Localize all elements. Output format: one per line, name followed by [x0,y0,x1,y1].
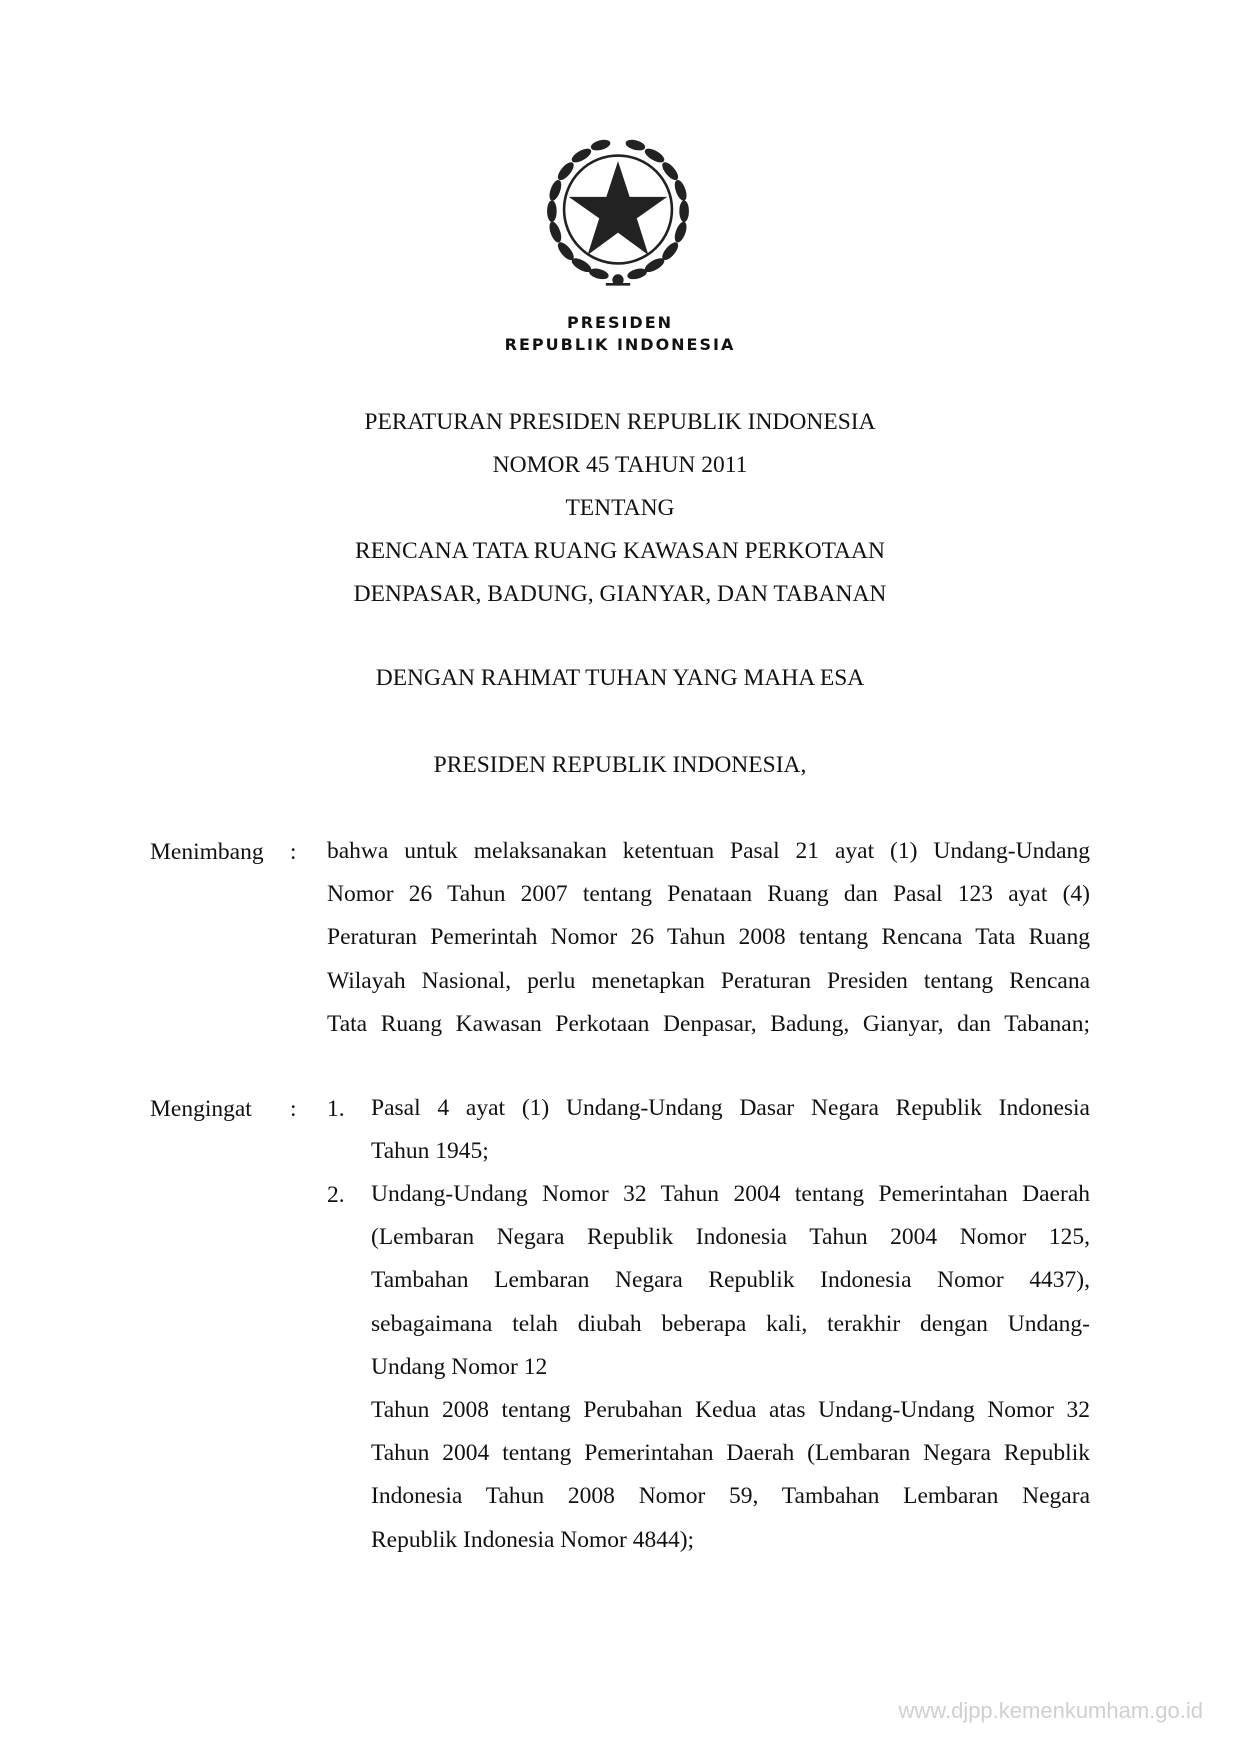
title-line5: DENPASAR, BADUNG, GIANYAR, DAN TABANAN [353,581,887,607]
menimbang-line: Peraturan Pemerintah Nomor 26 Tahun 2008 tentang Rencana Tata Ruang [327,924,1090,951]
mengingat-item-line: Tahun 1945; [371,1138,489,1165]
mengingat-item-line: Republik Indonesia Nomor 4844); [371,1526,695,1553]
mengingat-label: Mengingat [150,1096,252,1122]
mengingat-item-2 [371,1173,1090,1562]
mengingat-item-number: 1. [327,1096,345,1122]
president-heading: PRESIDEN REPUBLIK INDONESIA, [433,752,807,778]
menimbang-text [327,830,1090,1046]
mengingat-colon: : [290,1096,297,1122]
mengingat-item-line: (Lembaran Negara Republik Indonesia Tahun 2004 Nomor 125, [371,1224,1090,1251]
title-line2: NOMOR 45 TAHUN 2011 [492,452,748,478]
menimbang-line: bahwa untuk melaksanakan ketentuan Pasal 21 ayat (1) Undang-Undang [327,838,1090,864]
title-line4: RENCANA TATA RUANG KAWASAN PERKOTAAN [355,538,885,564]
mengingat-item-line: sebagaimana telah diubah beberapa kali, terakhir dengan Undang- [371,1310,1090,1337]
menimbang-line: Wilayah Nasional, perlu menetapkan Peraturan Presiden tentang Rencana [327,967,1090,994]
menimbang-colon: : [290,839,297,865]
institution-line1: PRESIDEN [566,313,674,332]
menimbang-label: Menimbang [150,839,264,865]
presidential-seal-icon [531,119,705,293]
mengingat-item-line: Tambahan Lembaran Negara Republik Indonesia Nomor 4437), [371,1267,1090,1294]
mengingat-item-1 [371,1087,1090,1173]
blessing: DENGAN RAHMAT TUHAN YANG MAHA ESA [375,665,865,691]
menimbang-line: Tata Ruang Kawasan Perkotaan Denpasar, Badung, Gianyar, dan Tabanan; [327,1010,1090,1037]
title-line3: TENTANG [565,495,675,521]
mengingat-item-line: Pasal 4 ayat (1) Undang-Undang Dasar Negara Republik Indonesia [371,1095,1090,1121]
mengingat-item-line: Indonesia Tahun 2008 Nomor 59, Tambahan Lembaran Negara [371,1483,1090,1510]
mengingat-item-line: Undang-Undang Nomor 32 Tahun 2004 tentang Pemerintahan Daerah [371,1181,1090,1207]
institution-line2: REPUBLIK INDONESIA [504,335,736,354]
watermark-url: www.djpp.kemenkumham.go.id [898,1698,1203,1723]
mengingat-item-number: 2. [327,1182,345,1208]
menimbang-line: Nomor 26 Tahun 2007 tentang Penataan Ruang dan Pasal 123 ayat (4) [327,881,1090,908]
mengingat-item-line: Tahun 2008 tentang Perubahan Kedua atas Undang-Undang Nomor 32 [371,1397,1090,1424]
mengingat-item-line: Tahun 2004 tentang Pemerintahan Daerah (Lembaran Negara Republik [371,1440,1090,1467]
title-line1: PERATURAN PRESIDEN REPUBLIK INDONESIA [364,409,876,435]
mengingat-item-line: Undang Nomor 12 [371,1353,548,1380]
